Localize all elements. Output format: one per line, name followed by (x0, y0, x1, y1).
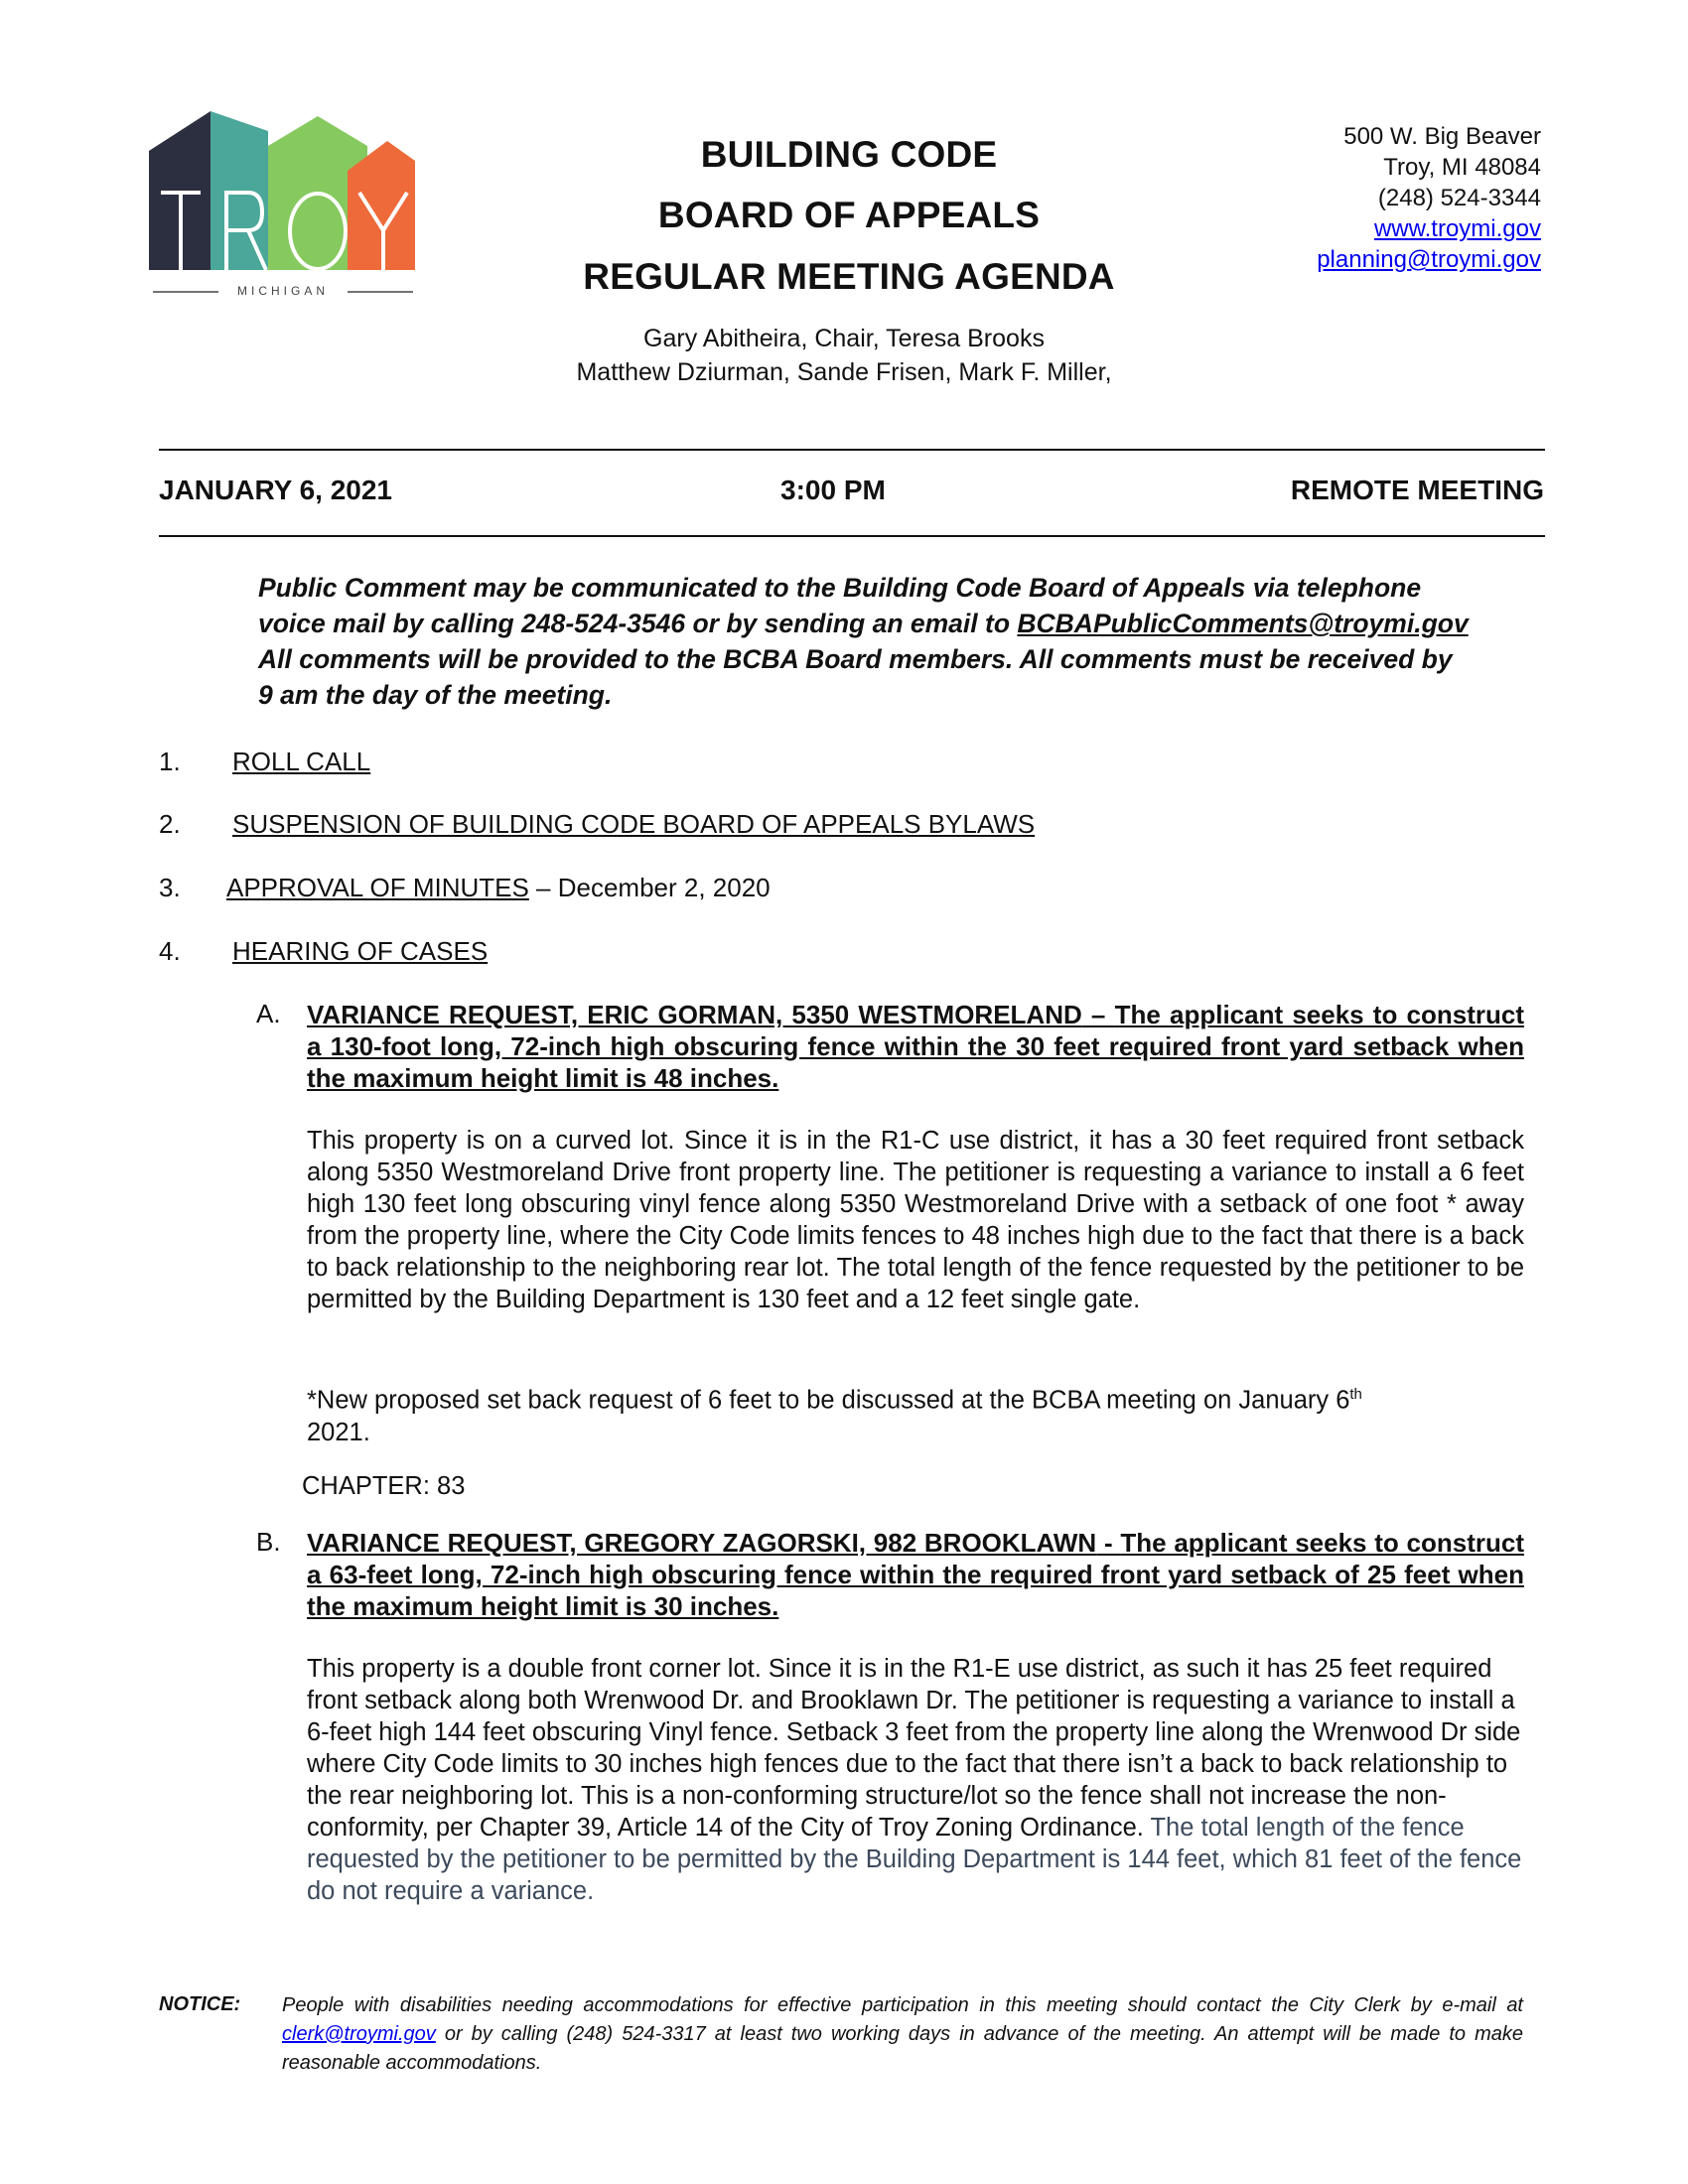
agenda-item-3-date: – December 2, 2020 (528, 873, 771, 902)
agenda-item-3-label: APPROVAL OF MINUTES (226, 873, 529, 902)
case-b-summary: The applicant seeks to construct a 63-feet long, 72-inch high obscuring fence within the required front yard setback of 25 feet when the maximum height limit is 30 inches. (307, 1528, 1524, 1621)
agenda-item-4-label: HEARING OF CASES (232, 936, 489, 966)
agenda-item-2 (232, 809, 1035, 840)
clerk-email-link[interactable]: clerk@troymi.gov (282, 2023, 436, 2045)
board-members-line-1: Gary Abitheira, Chair, Teresa Brooks (643, 325, 1045, 352)
planning-email-link[interactable]: planning@troymi.gov (1317, 246, 1541, 273)
case-b-body (307, 1653, 1524, 1907)
address-city: Troy, MI 48084 (1383, 154, 1541, 181)
case-b-heading (307, 1527, 1524, 1622)
case-a-letter: A. (256, 999, 281, 1028)
case-a-note-year: 2021. (307, 1418, 370, 1446)
case-b-separator: - (1096, 1528, 1121, 1558)
top-rule (159, 449, 1545, 451)
case-b-title: VARIANCE REQUEST, GREGORY ZAGORSKI, 982 BROOKLAWN (307, 1528, 1097, 1558)
agenda-item-3-number: 3. (159, 873, 181, 902)
case-a-chapter: CHAPTER: 83 (302, 1472, 466, 1500)
case-b-body-muted: The total length of the fence requested by the petitioner to be permitted by the Building Department is 144 feet, which 81 feet of the fence do not require a variance. (307, 1814, 1522, 1905)
meeting-type: REMOTE MEETING (1290, 475, 1544, 505)
meeting-date: JANUARY 6, 2021 (159, 475, 393, 505)
notice-text (282, 1991, 1523, 2078)
bottom-rule (159, 535, 1545, 537)
title-line-3: REGULAR MEETING AGENDA (583, 256, 1115, 297)
title-line-2: BOARD OF APPEALS (657, 195, 1041, 235)
title-line-1: BUILDING CODE (700, 134, 998, 175)
logo-michigan: MICHIGAN (237, 284, 329, 298)
notice-label: NOTICE: (159, 1993, 241, 2015)
case-a-note-text: *New proposed set back request of 6 feet to be discussed at the BCBA meeting on January 6 (307, 1386, 1350, 1415)
case-a-note (307, 1379, 1524, 1448)
public-comment-line-1: Public Comment may be communicated to the Building Code Board of Appeals via telephone (258, 573, 1422, 603)
troy-logo (149, 111, 417, 300)
agenda-item-3 (226, 873, 771, 903)
public-comment-line-3: All comments will be provided to the BCBA Board members. All comments must be received by (258, 644, 1453, 674)
agenda-item-1-number: 1. (159, 747, 181, 776)
meeting-time: 3:00 PM (780, 475, 886, 505)
agenda-item-2-number: 2. (159, 809, 181, 839)
address-block (1184, 121, 1541, 275)
case-a-body: This property is on a curved lot. Since it is in the R1-C use district, it has a 30 feet required front setback along 5350 Westmoreland Drive front property line. The petitioner is requesting a variance to install a 6 feet high 130 feet long obscuring vinyl fence along 5350 Westmoreland Drive with a setback of one foot * away from the property line, where the City Code limits fences to 48 inches high due to the fact that there is a back to back relationship to the neighboring rear lot. The total length of the fence requested by the petitioner to be permitted by the Building Department is 130 feet and a 12 feet single gate. (307, 1127, 1524, 1313)
case-b-body-text: This property is a double front corner lot. Since it is in the R1-E use district, as such it has 25 feet required front setback along both Wrenwood Dr. and Brooklawn Dr. The petitioner is requesting a variance to install a 6-feet high 144 feet obscuring Vinyl fence. Setback 3 feet from the property line along the Wrenwood Dr side where City Code limits to 30 inches high fences due to the fact that there isn’t a back to back relationship to the rear neighboring lot. This is a non-conforming structure/lot so the fence shall not increase the non-conformity, per Chapter 39, Article 14 of the City of Troy Zoning Ordinance. (307, 1655, 1521, 1842)
agenda-item-4-number: 4. (159, 936, 181, 966)
website-link[interactable]: www.troymi.gov (1373, 215, 1541, 242)
public-comment-line-2: voice mail by calling 248-524-3546 or by sending an email to (258, 609, 1018, 638)
agenda-item-4 (232, 936, 488, 967)
notice-text-prefix: People with disabilities needing accommodations for effective participation in this meeting should contact the City Clerk by e-mail at (282, 1994, 1523, 2016)
address-street: 500 W. Big Beaver (1343, 123, 1541, 150)
case-b-letter: B. (256, 1527, 281, 1557)
case-a-note-sup: th (1349, 1386, 1362, 1403)
agenda-item-2-label: SUSPENSION OF BUILDING CODE BOARD OF APPEALS BYLAWS (232, 809, 1036, 839)
notice-text-suffix: or by calling (248) 524-3317 at least two working days in advance of the meeting. An attempt will be made to make reasonable accommodations. (282, 2023, 1523, 2074)
public-comment-notice (258, 570, 1549, 713)
case-a-summary: The applicant seeks to construct a 130-foot long, 72-inch high obscuring fence within the 30 feet required front yard setback when the maximum height limit is 48 inches. (307, 1000, 1524, 1093)
case-a-separator: – (1081, 1000, 1115, 1029)
address-phone: (248) 524-3344 (1377, 185, 1541, 211)
board-members-line-2: Matthew Dziurman, Sande Frisen, Mark F. Miller, (576, 358, 1112, 386)
case-a-heading (307, 999, 1524, 1094)
public-comment-email[interactable]: BCBAPublicComments@troymi.gov (1017, 609, 1469, 638)
case-a-title: VARIANCE REQUEST, ERIC GORMAN, 5350 WESTMORELAND (307, 1000, 1082, 1029)
agenda-item-1 (232, 747, 370, 777)
troy-logo-graphic (149, 111, 417, 300)
agenda-item-1-label: ROLL CALL (232, 747, 371, 776)
public-comment-line-4: 9 am the day of the meeting. (258, 680, 613, 710)
